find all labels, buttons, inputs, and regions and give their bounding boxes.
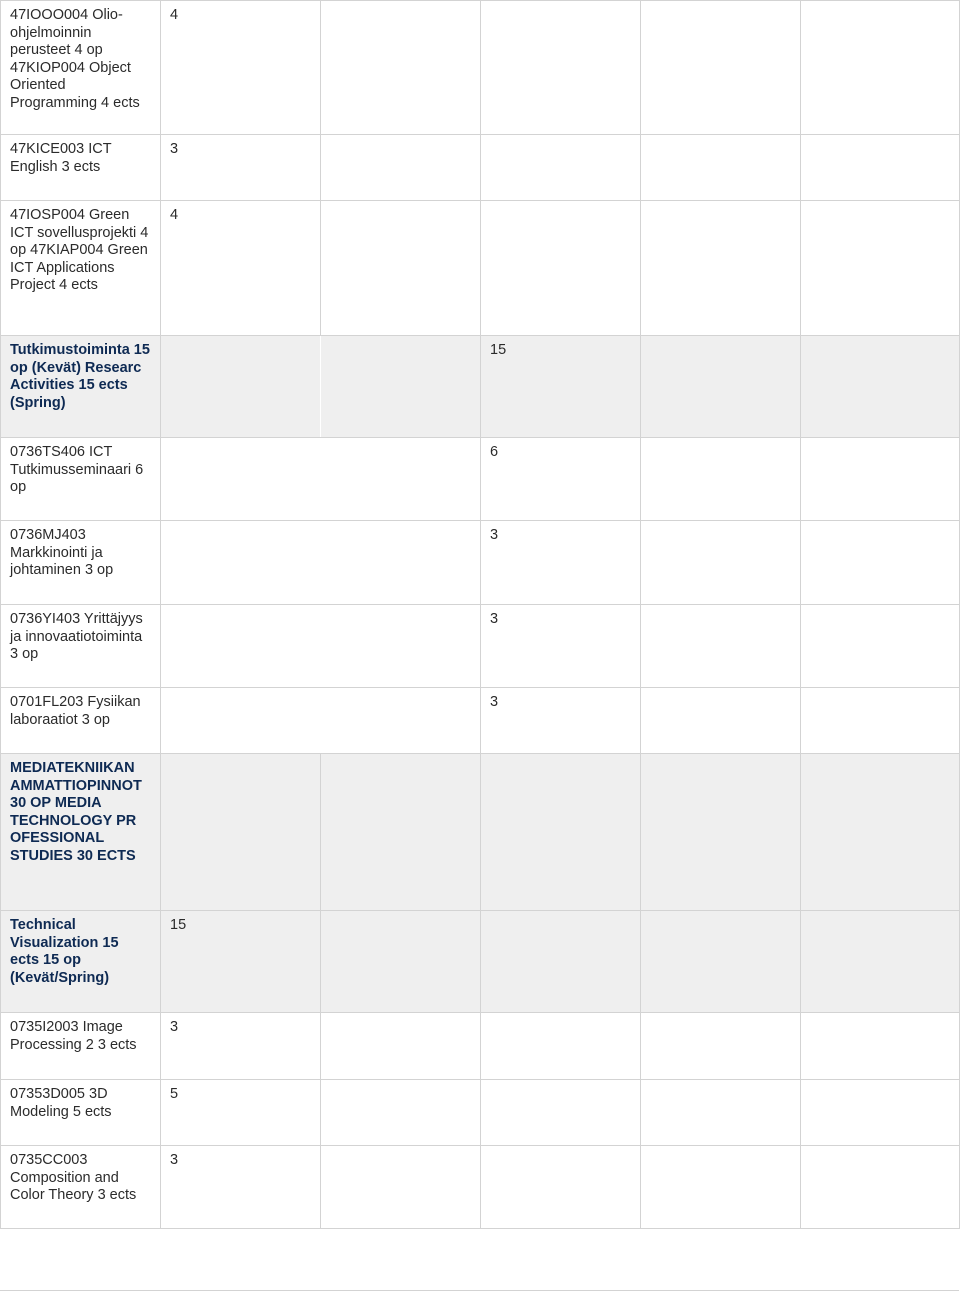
course-label-cell: 47IOOO004 Olio-ohjelmoinnin perusteet 4 op 47KIOP004 Object Oriented Programming 4 ects (1, 1, 161, 135)
empty-cell (801, 1080, 960, 1146)
table-row (1, 201, 960, 336)
course-label-cell: 0735I2003 Image Processing 2 3 ects (1, 1013, 161, 1080)
empty-cell (161, 605, 321, 688)
table-row (1, 438, 960, 521)
empty-cell (641, 1146, 801, 1229)
table-row (1, 911, 960, 1013)
table-row (1, 336, 960, 438)
empty-cell (161, 688, 321, 754)
empty-cell (801, 438, 960, 521)
credits-cell: 15 (161, 911, 321, 1013)
empty-cell (801, 201, 960, 336)
empty-cell (641, 336, 801, 438)
empty-cell (321, 1013, 481, 1080)
empty-cell (481, 1146, 641, 1229)
credits-cell: 5 (161, 1080, 321, 1146)
empty-cell (641, 521, 801, 605)
empty-cell (161, 521, 321, 605)
empty-cell (481, 1013, 641, 1080)
table-row (1, 688, 960, 754)
empty-cell (161, 438, 321, 521)
credits-cell: 4 (161, 201, 321, 336)
empty-cell (321, 605, 481, 688)
empty-cell (481, 201, 641, 336)
empty-cell (641, 1, 801, 135)
empty-cell (641, 1080, 801, 1146)
credits-cell: 3 (161, 1146, 321, 1229)
course-label-cell: 0736MJ403 Markkinointi ja johtaminen 3 op (1, 521, 161, 605)
empty-cell (801, 754, 960, 911)
empty-cell (161, 336, 321, 438)
course-label-cell: 0736TS406 ICT Tutkimusseminaari 6 op (1, 438, 161, 521)
empty-cell (481, 1080, 641, 1146)
empty-cell (321, 135, 481, 201)
empty-cell (321, 201, 481, 336)
empty-cell (321, 1, 481, 135)
course-label-cell: MEDIATEKNIIKAN AMMATTIOPINNOT 30 OP MEDIA TECHNOLOGY PR OFESSIONAL STUDIES 30 ECTS (1, 754, 161, 911)
empty-cell (321, 1146, 481, 1229)
credits-cell: 15 (481, 336, 641, 438)
empty-cell (801, 1, 960, 135)
empty-cell (321, 336, 481, 438)
empty-cell (801, 605, 960, 688)
course-label-cell: 47IOSP004 Green ICT sovellusprojekti 4 op 47KIAP004 Green ICT Applications Project 4 ects (1, 201, 161, 336)
empty-cell (801, 1013, 960, 1080)
empty-cell (641, 911, 801, 1013)
table-body (1, 1, 960, 1229)
table-row (1, 1080, 960, 1146)
empty-cell (481, 1, 641, 135)
empty-cell (481, 754, 641, 911)
table-row (1, 754, 960, 911)
table-row (1, 521, 960, 605)
bottom-divider (0, 1290, 959, 1291)
course-label-cell: 0736YI403 Yrittäjyys ja innovaatiotoiminta 3 op (1, 605, 161, 688)
table-row (1, 1013, 960, 1080)
course-label-cell: 07353D005 3D Modeling 5 ects (1, 1080, 161, 1146)
empty-cell (641, 605, 801, 688)
empty-cell (481, 911, 641, 1013)
empty-cell (321, 688, 481, 754)
empty-cell (801, 336, 960, 438)
empty-cell (641, 201, 801, 336)
credits-cell: 4 (161, 1, 321, 135)
credits-cell: 3 (481, 688, 641, 754)
course-label-cell: Technical Visualization 15 ects 15 op (Kevät/Spring) (1, 911, 161, 1013)
empty-cell (641, 688, 801, 754)
empty-cell (481, 135, 641, 201)
course-label-cell: 0701FL203 Fysiikan laboraatiot 3 op (1, 688, 161, 754)
table-row (1, 1, 960, 135)
empty-cell (801, 1146, 960, 1229)
empty-cell (321, 438, 481, 521)
credits-cell: 6 (481, 438, 641, 521)
empty-cell (321, 1080, 481, 1146)
empty-cell (641, 135, 801, 201)
empty-cell (801, 135, 960, 201)
empty-cell (801, 911, 960, 1013)
table-row (1, 135, 960, 201)
credits-cell: 3 (161, 1013, 321, 1080)
credits-cell (161, 754, 321, 911)
empty-cell (321, 521, 481, 605)
credits-cell: 3 (481, 605, 641, 688)
course-label-cell: Tutkimustoiminta 15 op (Kevät) Researc Activities 15 ects (Spring) (1, 336, 161, 438)
empty-cell (641, 754, 801, 911)
empty-cell (801, 521, 960, 605)
empty-cell (641, 1013, 801, 1080)
empty-cell (641, 438, 801, 521)
empty-cell (801, 688, 960, 754)
course-label-cell: 0735CC003 Composition and Color Theory 3 ects (1, 1146, 161, 1229)
credits-cell: 3 (481, 521, 641, 605)
table-row (1, 1146, 960, 1229)
table-row (1, 605, 960, 688)
credits-cell: 3 (161, 135, 321, 201)
empty-cell (321, 911, 481, 1013)
course-label-cell: 47KICE003 ICT English 3 ects (1, 135, 161, 201)
empty-cell (321, 754, 481, 911)
